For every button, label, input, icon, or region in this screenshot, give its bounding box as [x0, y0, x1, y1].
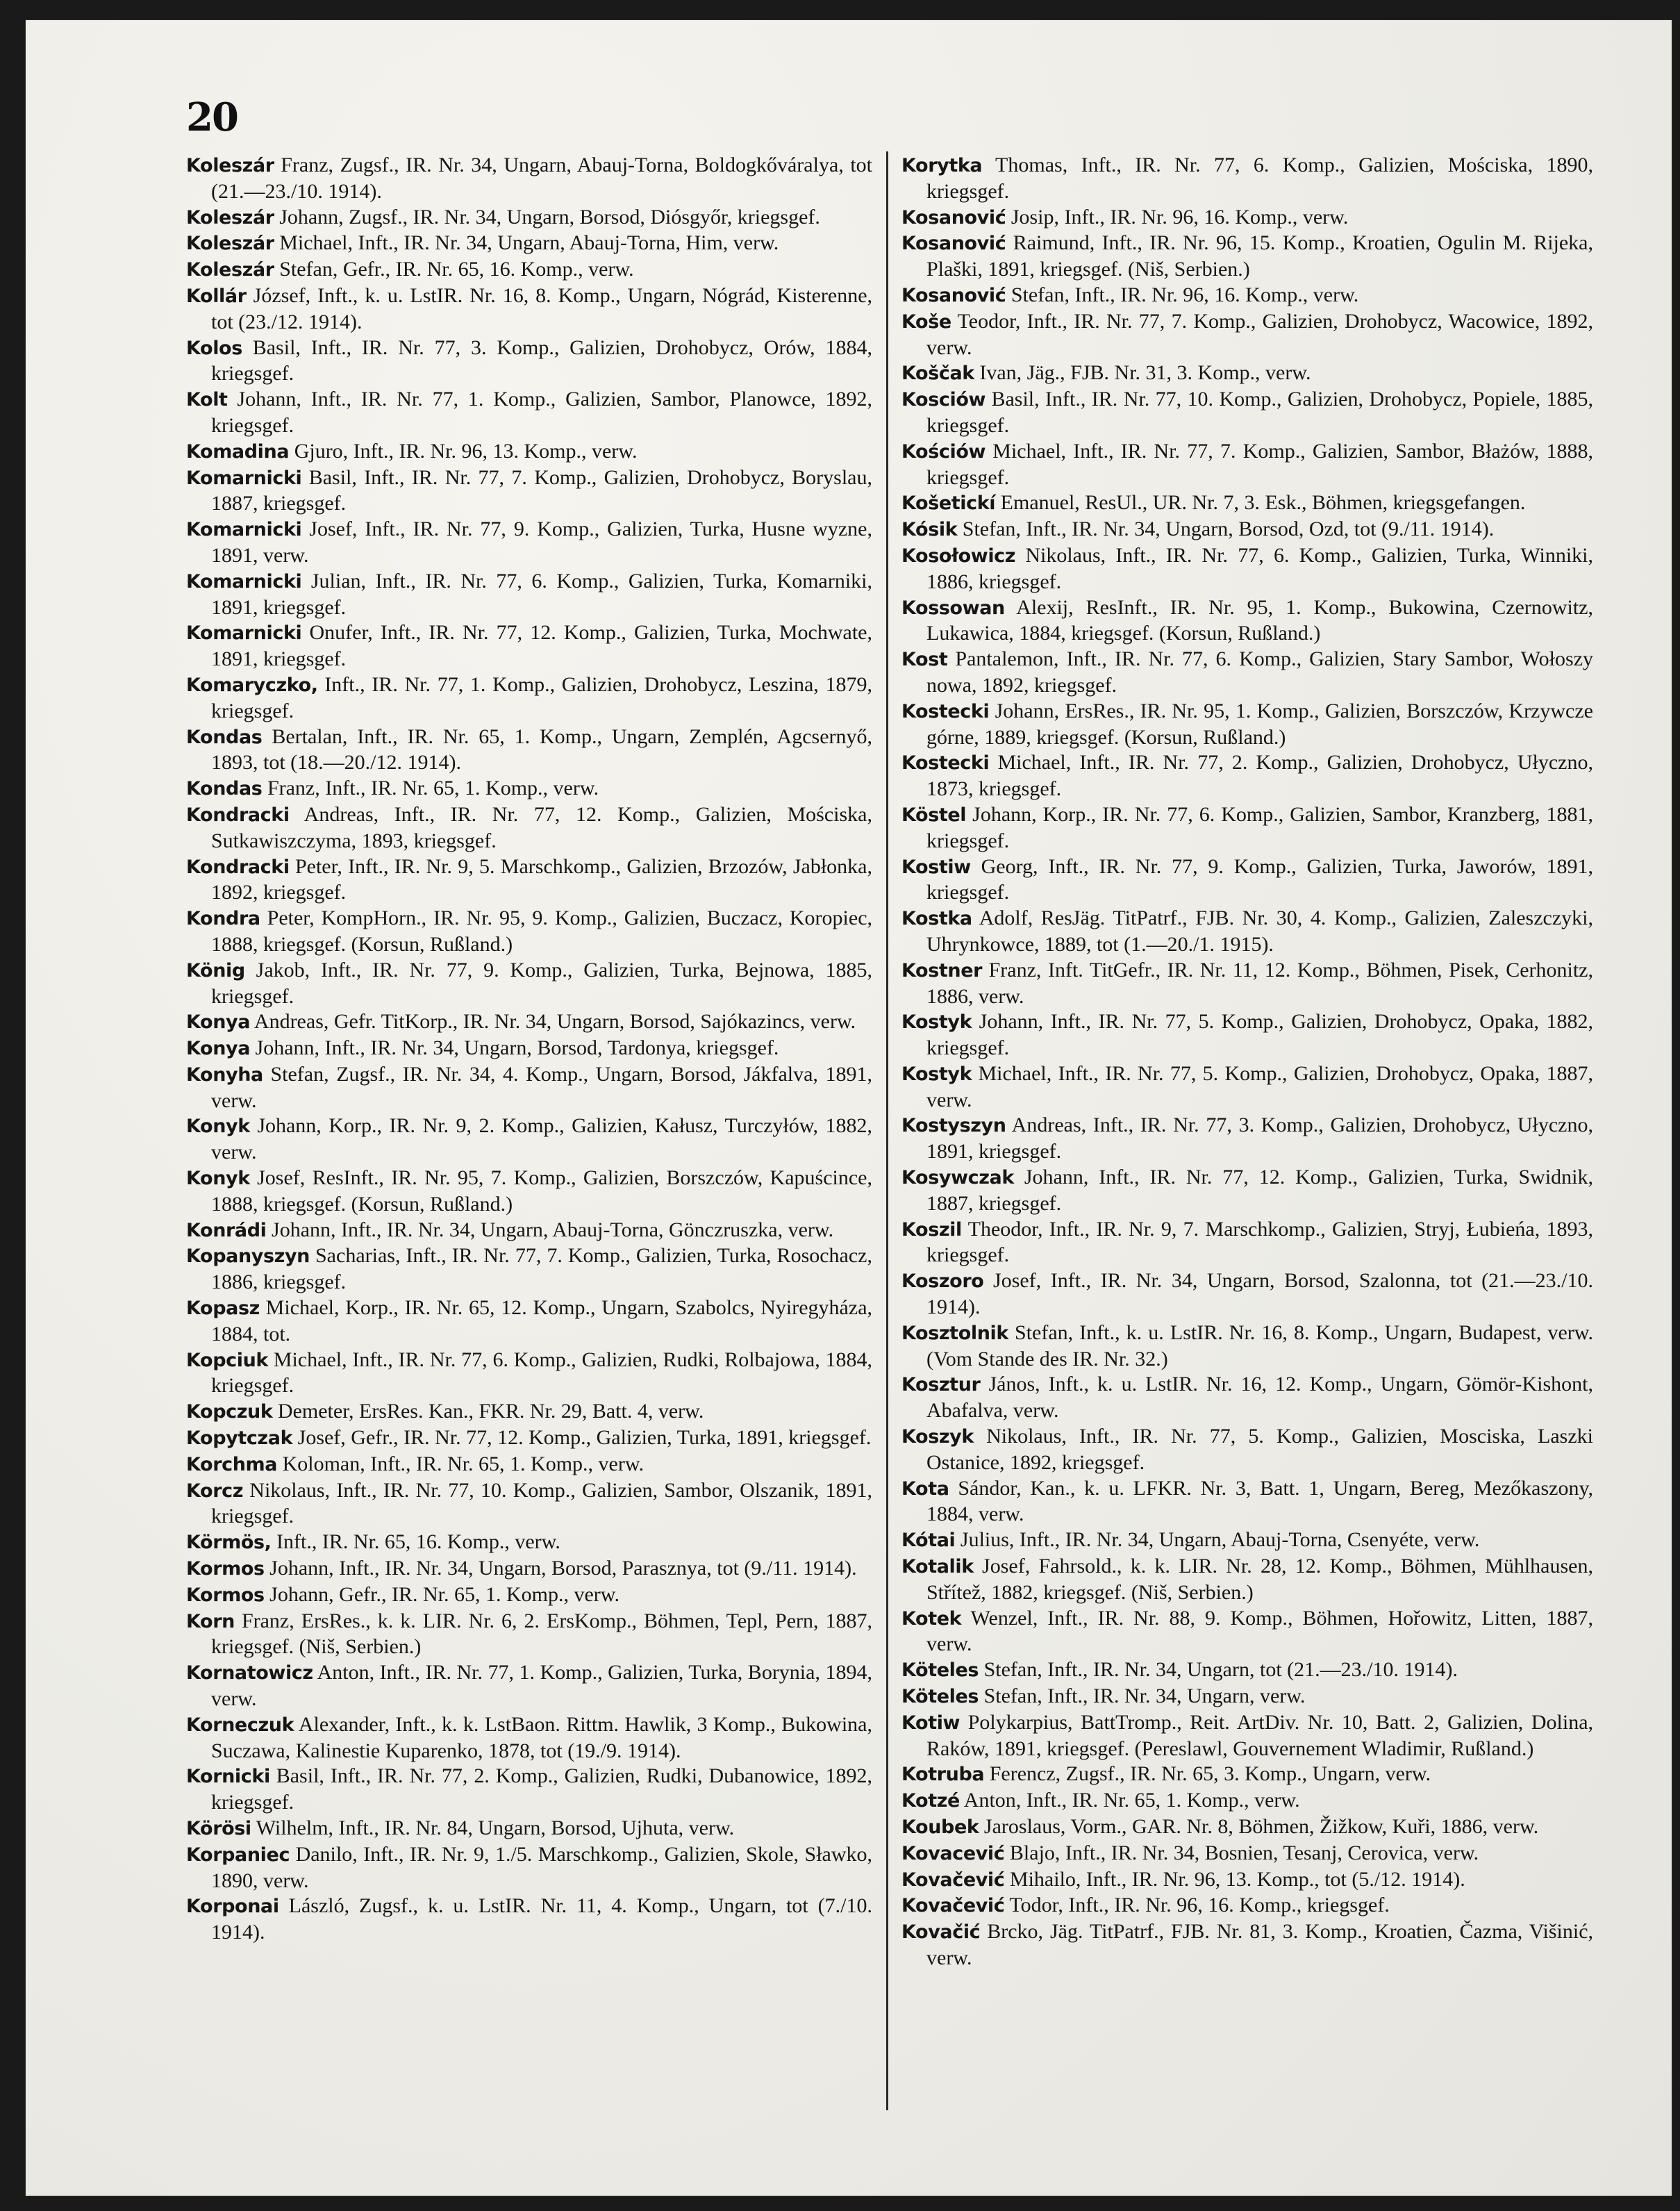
register-entry — [186, 387, 872, 439]
entry-surname: Kótai — [901, 1530, 956, 1552]
entry-details: Wenzel, Inft., IR. Nr. 88, 9. Komp., Böhmen, Hořowitz, Litten, 1887, verw. — [926, 1606, 1593, 1656]
entry-surname: Kosanović — [901, 284, 1006, 306]
entry-surname: Konyk — [186, 1116, 250, 1138]
register-entry — [186, 1452, 872, 1478]
entry-surname: Kormos — [186, 1584, 265, 1606]
register-entry — [186, 802, 872, 854]
entry-details: Michael, Korp., IR. Nr. 65, 12. Komp., Ungarn, Szabolcs, Nyiregyháza, 1884, tot. — [211, 1296, 873, 1345]
register-entry — [186, 1530, 872, 1556]
entry-surname: Komarnicki — [186, 622, 302, 645]
entry-surname: Kósik — [901, 519, 958, 541]
entry-surname: Korn — [186, 1610, 235, 1632]
entry-details: Michael, Inft., IR. Nr. 77, 5. Komp., Galizien, Drohobycz, Opaka, 1887, verw. — [926, 1061, 1593, 1111]
entry-details: Nikolaus, Inft., IR. Nr. 77, 10. Komp., Galizien, Sambor, Olszanik, 1891, kriegsgef. — [211, 1478, 873, 1528]
register-entry — [186, 153, 872, 205]
entry-surname: Kostyszyn — [901, 1115, 1006, 1137]
register-entry — [186, 257, 872, 283]
entry-surname: Kossowan — [901, 597, 1005, 619]
entry-surname: Kolos — [186, 337, 242, 359]
register-entry — [901, 1684, 1593, 1710]
entry-details: Sacharias, Inft., IR. Nr. 77, 7. Komp., Galizien, Turka, Rosochacz, 1886, kriegsgef. — [211, 1244, 872, 1294]
entry-surname: Kollár — [186, 285, 247, 307]
register-entry — [186, 1660, 872, 1712]
entry-details: Josef, ResInft., IR. Nr. 95, 7. Komp., Galizien, Borszczów, Kapuścince, 1888, kriegsgef. (Korsun, Rußland.) — [211, 1166, 872, 1216]
entry-surname: Komarnicki — [186, 519, 302, 541]
entry-details: Mihailo, Inft., IR. Nr. 96, 13. Komp., tot (5./12. 1914). — [1009, 1867, 1465, 1891]
entry-surname: Kopanyszyn — [186, 1245, 310, 1268]
register-entry — [901, 361, 1593, 387]
entry-details: Josef, Gefr., IR. Nr. 77, 12. Komp., Galizien, Turka, 1891, kriegsgef. — [297, 1426, 872, 1450]
right-column — [901, 153, 1593, 1971]
entry-surname: Kotiw — [901, 1712, 960, 1734]
register-entry — [186, 465, 872, 517]
entry-details: Julian, Inft., IR. Nr. 77, 6. Komp., Galizien, Turka, Komarniki, 1891, kriegsgef. — [211, 569, 873, 619]
entry-details: Basil, Inft., IR. Nr. 77, 7. Komp., Galizien, Drohobycz, Boryslau, 1887, kriegsgef. — [211, 465, 872, 515]
entry-details: Basil, Inft., IR. Nr. 77, 10. Komp., Galizien, Drohobycz, Popiele, 1885, kriegsgef. — [926, 388, 1594, 437]
register-entry — [901, 387, 1593, 439]
entry-surname: Kovačević — [901, 1895, 1005, 1917]
register-entry — [901, 1762, 1593, 1788]
register-entry — [186, 336, 872, 388]
register-entry — [901, 1372, 1593, 1424]
register-entry — [186, 283, 872, 336]
entry-details: Franz, Inft., IR. Nr. 65, 1. Komp., verw. — [267, 777, 599, 800]
entry-details: Andreas, Inft., IR. Nr. 77, 12. Komp., Galizien, Mościska, Sutkawiszczyma, 1893, kriegsgef. — [211, 802, 872, 852]
register-entry — [186, 1036, 872, 1062]
register-entry — [901, 1268, 1593, 1320]
register-entry — [901, 1476, 1593, 1528]
register-entry — [901, 205, 1593, 231]
entry-surname: Konya — [186, 1011, 251, 1034]
entry-details: Julius, Inft., IR. Nr. 34, Ungarn, Abauj-Torna, Csenyéte, verw. — [960, 1528, 1480, 1552]
register-entry — [901, 231, 1593, 283]
entry-details: Michael, Inft., IR. Nr. 77, 7. Komp., Galizien, Sambor, Błażów, 1888, kriegsgef. — [926, 439, 1594, 489]
entry-details: Pantalemon, Inft., IR. Nr. 77, 6. Komp., Galizien, Stary Sambor, Wołoszy nowa, 1892, kriegsgef. — [926, 647, 1594, 697]
register-entry — [186, 1816, 872, 1842]
entry-surname: Koščak — [901, 363, 974, 385]
register-entry — [186, 1842, 872, 1894]
register-entry — [901, 309, 1593, 361]
register-entry — [186, 1009, 872, 1036]
register-entry — [186, 620, 872, 672]
entry-details: Johann, Inft., IR. Nr. 77, 12. Komp., Galizien, Turka, Swidnik, 1887, kriegsgef. — [926, 1166, 1594, 1215]
register-entry — [186, 906, 872, 958]
entry-details: Johann, Korp., IR. Nr. 77, 6. Komp., Galizien, Sambor, Kranzberg, 1881, kriegsgef. — [926, 802, 1594, 852]
entry-surname: Kornicki — [186, 1766, 270, 1788]
entry-details: Bertalan, Inft., IR. Nr. 65, 1. Komp., Ungarn, Zemplén, Agcsernyő, 1893, tot (18.—20./12. 1914). — [211, 724, 872, 775]
entry-surname: Körösi — [186, 1818, 251, 1839]
entry-details: Emanuel, ResUl., UR. Nr. 7, 3. Esk., Böhmen, kriegsgefangen. — [1000, 491, 1526, 515]
entry-details: Ferencz, Zugsf., IR. Nr. 65, 3. Komp., Ungarn, verw. — [989, 1762, 1431, 1786]
register-entry — [186, 1894, 872, 1946]
entry-surname: Kosztur — [901, 1374, 981, 1396]
entry-details: Onufer, Inft., IR. Nr. 77, 12. Komp., Galizien, Turka, Mochwate, 1891, kriegsgef. — [211, 621, 872, 671]
entry-surname: Kostecki — [901, 752, 990, 775]
register-entry — [901, 517, 1593, 543]
entry-details: Teodor, Inft., IR. Nr. 77, 7. Komp., Galizien, Drohobycz, Wacowice, 1892, verw. — [926, 309, 1594, 359]
entry-details: Basil, Inft., IR. Nr. 77, 3. Komp., Galizien, Drohobycz, Orów, 1884, kriegsgef. — [211, 336, 873, 386]
register-entry — [186, 517, 872, 569]
entry-surname: Kormos — [186, 1558, 265, 1580]
entry-details: Stefan, Inft., IR. Nr. 96, 16. Komp., verw. — [1011, 283, 1359, 306]
entry-details: Gjuro, Inft., IR. Nr. 96, 13. Komp., verw. — [294, 439, 638, 463]
register-entry — [901, 1814, 1593, 1841]
register-entry — [901, 750, 1593, 802]
entry-surname: Körmös, — [186, 1532, 272, 1554]
entry-surname: Köteles — [901, 1686, 979, 1708]
entry-details: Sándor, Kan., k. u. LFKR. Nr. 3, Batt. 1, Ungarn, Bereg, Mezőkaszony, 1884, verw. — [926, 1476, 1594, 1526]
entry-surname: Konya — [186, 1038, 251, 1060]
entry-details: Blajo, Inft., IR. Nr. 34, Bosnien, Tesanj, Cerovica, verw. — [1009, 1841, 1479, 1864]
entry-surname: Köteles — [901, 1659, 979, 1682]
entry-surname: Kornatowicz — [186, 1662, 313, 1684]
entry-details: Thomas, Inft., IR. Nr. 77, 6. Komp., Galizien, Mościska, 1890, kriegsgef. — [926, 154, 1593, 203]
register-entry — [901, 1867, 1593, 1894]
entry-details: Stefan, Inft., IR. Nr. 34, Ungarn, Borsod, Ozd, tot (9./11. 1914). — [962, 517, 1495, 541]
register-entry — [901, 1320, 1593, 1373]
entry-details: Josef, Fahrsold., k. k. LIR. Nr. 28, 12. Komp., Böhmen, Mühlhausen, Střítež, 1882, kriegsgef. (Niš, Serbien.) — [926, 1555, 1593, 1604]
entry-details: Demeter, ErsRes. Kan., FKR. Nr. 29, Batt. 4, verw. — [277, 1400, 704, 1423]
register-entry — [186, 958, 872, 1010]
register-entry — [901, 699, 1593, 751]
entry-details: Stefan, Inft., IR. Nr. 34, Ungarn, verw. — [983, 1684, 1306, 1708]
entry-surname: Kosanović — [901, 233, 1006, 255]
register-entry — [186, 1348, 872, 1400]
entry-details: Stefan, Gefr., IR. Nr. 65, 16. Komp., verw. — [279, 258, 634, 281]
register-entry — [186, 1243, 872, 1295]
entry-details: László, Zugsf., k. u. LstIR. Nr. 11, 4. Komp., Ungarn, tot (7./10. 1914). — [211, 1894, 872, 1944]
entry-details: Michael, Inft., IR. Nr. 34, Ungarn, Abauj-Torna, Him, verw. — [279, 231, 779, 255]
register-entry — [186, 672, 872, 724]
entry-surname: Kondas — [186, 726, 263, 748]
entry-details: Anton, Inft., IR. Nr. 65, 1. Komp., verw. — [963, 1789, 1300, 1812]
register-entry — [901, 1788, 1593, 1814]
entry-details: Inft., IR. Nr. 77, 1. Komp., Galizien, Drohobycz, Leszina, 1879, kriegsgef. — [211, 672, 872, 722]
register-entry — [186, 569, 872, 621]
entry-surname: Koleszár — [186, 206, 274, 229]
entry-surname: Kostiw — [901, 856, 971, 878]
register-entry — [901, 1061, 1593, 1113]
entry-details: Franz, ErsRes., k. k. LIR. Nr. 6, 2. ErsKomp., Böhmen, Tepl, Pern, 1887, kriegsgef. (Niš, Serbien.) — [211, 1609, 872, 1659]
entry-details: Michael, Inft., IR. Nr. 77, 2. Komp., Galizien, Drohobycz, Ułyczno, 1873, kriegsgef. — [926, 751, 1594, 801]
entry-details: Todor, Inft., IR. Nr. 96, 16. Komp., kriegsgef. — [1009, 1894, 1390, 1917]
register-entry — [901, 439, 1593, 491]
entry-details: Johann, Zugsf., IR. Nr. 34, Ungarn, Borsod, Diósgyőr, kriegsgef. — [279, 205, 820, 229]
entry-surname: Koleszár — [186, 259, 274, 281]
entry-surname: Koszil — [901, 1218, 962, 1241]
entry-details: Theodor, Inft., IR. Nr. 9, 7. Marschkomp., Galizien, Stryj, Łubieńa, 1893, kriegsgef. — [926, 1217, 1593, 1267]
entry-details: Danilo, Inft., IR. Nr. 9, 1./5. Marschkomp., Galizien, Skole, Sławko, 1890, verw. — [211, 1842, 873, 1892]
register-entry — [901, 1657, 1593, 1684]
entry-surname: Kostyk — [901, 1011, 972, 1034]
entry-surname: Kotalik — [901, 1556, 974, 1578]
entry-surname: Kovacević — [901, 1842, 1005, 1864]
register-entry — [186, 854, 872, 906]
register-entry — [901, 283, 1593, 309]
register-entry — [186, 1712, 872, 1764]
register-entry — [901, 595, 1593, 647]
entry-details: Johann, Inft., IR. Nr. 34, Ungarn, Abauj-Torna, Gönczruszka, verw. — [272, 1218, 834, 1241]
entry-surname: Korchma — [186, 1453, 278, 1475]
column-divider — [886, 151, 888, 2110]
entry-surname: Koubek — [901, 1816, 979, 1838]
entry-details: Josef, Inft., IR. Nr. 34, Ungarn, Borsod, Szalonna, tot (21.—23./10. 1914). — [926, 1269, 1594, 1319]
register-entry — [186, 1113, 872, 1166]
entry-surname: Komarnicki — [186, 570, 302, 593]
entry-surname: Kostyk — [901, 1063, 972, 1085]
entry-details: Georg, Inft., IR. Nr. 77, 9. Komp., Galizien, Turka, Jaworów, 1891, kriegsgef. — [926, 854, 1594, 904]
entry-details: Stefan, Inft., k. u. LstIR. Nr. 16, 8. Komp., Ungarn, Budapest, verw. (Vom Stande des IR. Nr. 32.) — [926, 1320, 1593, 1371]
register-entry — [901, 906, 1593, 958]
entry-details: Alexij, ResInft., IR. Nr. 95, 1. Komp., Bukowina, Czernowitz, Lukawica, 1884, kriegsgef. (Korsun, Rußland.) — [926, 595, 1593, 645]
entry-surname: Korpaniec — [186, 1844, 290, 1866]
entry-details: József, Inft., k. u. LstIR. Nr. 16, 8. Komp., Ungarn, Nógrád, Kisterenne, tot (23./12. 1914). — [211, 283, 873, 333]
entry-surname: Komadina — [186, 440, 290, 463]
register-entry — [901, 647, 1593, 699]
register-entry — [901, 1424, 1593, 1476]
entry-details: Johann, ErsRes., IR. Nr. 95, 1. Komp., Galizien, Borszczów, Krzywcze górne, 1889, kriegsgef. (Korsun, Rußland.) — [926, 699, 1593, 749]
entry-details: Franz, Zugsf., IR. Nr. 34, Ungarn, Abauj-Torna, Boldogkőváralya, tot (21.—23./10. 1914). — [211, 154, 872, 203]
entry-details: Johann, Gefr., IR. Nr. 65, 1. Komp., verw. — [269, 1582, 619, 1606]
entry-details: Nikolaus, Inft., IR. Nr. 77, 6. Komp., Galizien, Turka, Winniki, 1886, kriegsgef. — [926, 543, 1593, 593]
entry-surname: Kondra — [186, 908, 260, 930]
entry-details: Stefan, Inft., IR. Nr. 34, Ungarn, tot (21.—23./10. 1914). — [983, 1658, 1458, 1682]
register-entry — [186, 205, 872, 231]
entry-surname: Kondas — [186, 778, 263, 800]
entry-surname: Kościów — [901, 440, 986, 463]
entry-details: Jaroslaus, Vorm., GAR. Nr. 8, Böhmen, Žižkow, Kuři, 1886, verw. — [983, 1815, 1539, 1838]
entry-details: Johann, Inft., IR. Nr. 34, Ungarn, Borsod, Parasznya, tot (9./11. 1914). — [269, 1557, 857, 1580]
register-entry — [186, 1218, 872, 1244]
entry-surname: Kosanović — [901, 206, 1006, 229]
entry-surname: Kostner — [901, 959, 983, 982]
register-entry — [901, 1009, 1593, 1061]
entry-details: Johann, Korp., IR. Nr. 9, 2. Komp., Galizien, Kałusz, Turczyłów, 1882, verw. — [211, 1114, 873, 1164]
entry-details: Alexander, Inft., k. k. LstBaon. Rittm. Hawlik, 3 Komp., Bukowina, Suczawa, Kalinestie Kuparenko, 1878, tot (19./9. 1914). — [211, 1712, 872, 1762]
entry-surname: Kotzé — [901, 1790, 960, 1812]
register-entry — [186, 1582, 872, 1609]
entry-surname: Korponai — [186, 1896, 279, 1918]
entry-details: Wilhelm, Inft., IR. Nr. 84, Ungarn, Borsod, Ujhuta, verw. — [256, 1816, 735, 1839]
register-entry — [186, 1062, 872, 1114]
page-number: 20 — [186, 94, 238, 140]
entry-details: Raimund, Inft., IR. Nr. 96, 15. Komp., Kroatien, Ogulin M. Rijeka, Plaški, 1891, kriegsgef. (Niš, Serbien.) — [926, 231, 1593, 281]
register-entry — [901, 802, 1593, 854]
register-entry — [901, 1165, 1593, 1217]
entry-surname: Kosciów — [901, 389, 986, 411]
entry-surname: Kopciuk — [186, 1349, 268, 1371]
entry-surname: Košetickí — [901, 492, 996, 515]
entry-surname: Kondracki — [186, 856, 290, 878]
entry-details: Ivan, Jäg., FJB. Nr. 31, 3. Komp., verw. — [979, 361, 1311, 385]
entry-surname: Kosołowicz — [901, 545, 1016, 567]
entry-surname: Kostka — [901, 908, 972, 930]
entry-details: Jakob, Inft., IR. Nr. 77, 9. Komp., Galizien, Turka, Bejnowa, 1885, kriegsgef. — [211, 958, 872, 1008]
register-entry — [901, 958, 1593, 1010]
register-entry — [901, 490, 1593, 517]
register-entry — [186, 1478, 872, 1530]
entry-surname: Kotek — [901, 1607, 962, 1630]
entry-details: Anton, Inft., IR. Nr. 77, 1. Komp., Galizien, Turka, Borynia, 1894, verw. — [211, 1661, 872, 1711]
entry-surname: Kovačić — [901, 1921, 981, 1944]
entry-surname: Koleszár — [186, 155, 274, 176]
entry-surname: Kondracki — [186, 804, 290, 826]
entry-details: Peter, Inft., IR. Nr. 9, 5. Marschkomp., Galizien, Brzozów, Jabłonka, 1892, kriegsgef. — [211, 854, 872, 904]
register-entry — [901, 854, 1593, 906]
register-entry — [901, 1113, 1593, 1165]
register-entry — [901, 1527, 1593, 1554]
register-entry — [186, 231, 872, 257]
register-entry — [901, 1217, 1593, 1269]
entry-details: Adolf, ResJäg. TitPatrf., FJB. Nr. 30, 4. Komp., Galizien, Zaleszczyki, Uhrynkowce, 1889, tot (1.—20./1. 1915). — [926, 906, 1593, 956]
register-entry — [901, 1710, 1593, 1762]
register-entry — [901, 543, 1593, 595]
register-entry — [186, 1609, 872, 1661]
entry-surname: Konrádi — [186, 1219, 267, 1241]
register-entry — [186, 439, 872, 465]
register-entry — [186, 776, 872, 802]
entry-surname: Kosywczak — [901, 1167, 1014, 1189]
entry-surname: Koszyk — [901, 1426, 974, 1448]
entry-details: János, Inft., k. u. LstIR. Nr. 16, 12. Komp., Ungarn, Gömör-Kishont, Abafalva, verw. — [926, 1373, 1594, 1423]
entry-surname: Kosztolnik — [901, 1322, 1008, 1344]
entry-details: Polykarpius, BattTromp., Reit. ArtDiv. Nr. 10, Batt. 2, Galizien, Dolina, Raków, 1891, kriegsgef. (Pereslawl, Gouvernement Wladimir, Rußland.) — [926, 1710, 1594, 1760]
entry-details: Peter, KompHorn., IR. Nr. 95, 9. Komp., Galizien, Buczacz, Koropiec, 1888, kriegsgef. (Korsun, Rußland.) — [211, 906, 873, 956]
entry-details: Franz, Inft. TitGefr., IR. Nr. 11, 12. Komp., Böhmen, Pisek, Cerhonitz, 1886, verw. — [926, 958, 1594, 1008]
register-entry — [901, 1554, 1593, 1606]
register-entry — [186, 1764, 872, 1816]
register-entry — [186, 1295, 872, 1348]
entry-surname: Kostecki — [901, 700, 990, 722]
entry-surname: Korytka — [901, 155, 983, 176]
entry-surname: Kopczuk — [186, 1401, 273, 1423]
entry-surname: König — [186, 959, 245, 982]
entry-surname: Kopasz — [186, 1298, 260, 1320]
entry-surname: Kost — [901, 649, 948, 671]
register-entry — [901, 153, 1593, 205]
entry-details: Josef, Inft., IR. Nr. 77, 9. Komp., Galizien, Turka, Husne wyzne, 1891, verw. — [211, 517, 873, 567]
entry-surname: Konyha — [186, 1063, 263, 1086]
entry-surname: Kotruba — [901, 1764, 985, 1786]
register-entry — [901, 1606, 1593, 1658]
register-entry — [186, 724, 872, 777]
entry-surname: Koszoro — [901, 1270, 984, 1293]
register-entry — [186, 1425, 872, 1452]
scanned-page — [25, 19, 1672, 2196]
entry-details: Brcko, Jäg. TitPatrf., FJB. Nr. 81, 3. Komp., Kroatien, Čazma, Višinić, verw. — [926, 1920, 1594, 1969]
register-entry — [186, 1399, 872, 1425]
register-entry — [901, 1841, 1593, 1867]
entry-details: Josip, Inft., IR. Nr. 96, 16. Komp., verw. — [1011, 205, 1349, 229]
left-column — [186, 153, 872, 1946]
entry-details: Stefan, Zugsf., IR. Nr. 34, 4. Komp., Ungarn, Borsod, Jákfalva, 1891, verw. — [211, 1062, 873, 1112]
entry-details: Inft., IR. Nr. 65, 16. Komp., verw. — [276, 1530, 560, 1554]
entry-details: Michael, Inft., IR. Nr. 77, 6. Komp., Galizien, Rudki, Rolbajowa, 1884, kriegsgef. — [211, 1348, 873, 1398]
entry-surname: Kota — [901, 1477, 949, 1500]
entry-surname: Koše — [901, 310, 951, 333]
register-entry — [901, 1919, 1593, 1971]
entry-surname: Kovačević — [901, 1869, 1005, 1891]
entry-details: Koloman, Inft., IR. Nr. 65, 1. Komp., verw. — [282, 1452, 644, 1475]
entry-surname: Komarnicki — [186, 467, 302, 489]
entry-surname: Kopytczak — [186, 1427, 293, 1450]
entry-details: Andreas, Inft., IR. Nr. 77, 3. Komp., Galizien, Drohobycz, Ułyczno, 1891, kriegsgef. — [926, 1113, 1593, 1164]
entry-surname: Köstel — [901, 804, 967, 826]
entry-details: Andreas, Gefr. TitKorp., IR. Nr. 34, Ungarn, Borsod, Sajókazincs, verw. — [253, 1010, 856, 1034]
entry-details: Johann, Inft., IR. Nr. 77, 5. Komp., Galizien, Drohobycz, Opaka, 1882, kriegsgef. — [926, 1010, 1593, 1060]
entry-details: Basil, Inft., IR. Nr. 77, 2. Komp., Galizien, Rudki, Dubanowice, 1892, kriegsgef. — [211, 1764, 872, 1814]
entry-surname: Korcz — [186, 1480, 244, 1502]
register-entry — [186, 1166, 872, 1218]
entry-surname: Koleszár — [186, 233, 274, 255]
entry-details: Nikolaus, Inft., IR. Nr. 77, 5. Komp., Galizien, Mosciska, Laszki Ostanice, 1892, kriegsgef. — [926, 1425, 1594, 1474]
entry-surname: Komaryczko, — [186, 674, 318, 696]
register-entry — [186, 1556, 872, 1582]
entry-surname: Kolt — [186, 389, 228, 411]
entry-details: Johann, Inft., IR. Nr. 77, 1. Komp., Galizien, Sambor, Planowce, 1892, kriegsgef. — [211, 388, 872, 437]
entry-details: Johann, Inft., IR. Nr. 34, Ungarn, Borsod, Tardonya, kriegsgef. — [255, 1036, 779, 1060]
entry-surname: Konyk — [186, 1168, 250, 1190]
register-entry — [901, 1893, 1593, 1919]
entry-surname: Korneczuk — [186, 1714, 294, 1736]
